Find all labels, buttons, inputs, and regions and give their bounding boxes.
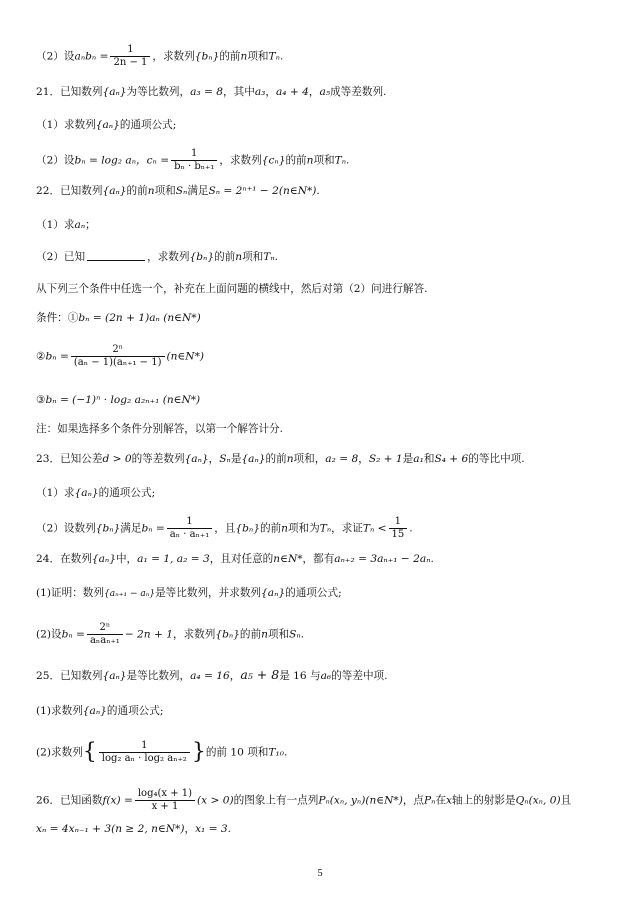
fraction-denominator: aₙaₙ₊₁ bbox=[89, 635, 120, 646]
math: {bₙ} bbox=[215, 628, 240, 641]
math: {bₙ} bbox=[95, 522, 121, 535]
fraction-numerator: 2ⁿ bbox=[71, 344, 165, 357]
right-brace-icon: } bbox=[191, 739, 206, 765]
text: （2）已知 bbox=[36, 251, 86, 263]
text: 项和为 bbox=[287, 522, 320, 535]
question-24-part2 bbox=[36, 622, 620, 647]
math: {aₙ} bbox=[102, 185, 127, 197]
text: 且 bbox=[560, 794, 572, 807]
line-q20-part2 bbox=[36, 44, 620, 69]
math: ，cₙ = bbox=[136, 154, 170, 167]
text: ，且对任意的 bbox=[209, 553, 274, 565]
math: aₙ₊₂ = 3aₙ₊₁ − 2aₙ bbox=[334, 553, 431, 565]
page-number: 5 bbox=[317, 868, 323, 879]
text: ， bbox=[208, 453, 220, 465]
math: a₃ bbox=[254, 86, 266, 98]
question-23 bbox=[36, 452, 620, 466]
text: 的前 bbox=[259, 522, 282, 535]
math: (n∈N*). bbox=[278, 185, 320, 197]
fraction bbox=[110, 44, 150, 69]
note: 注：如果选择多个条件分别解答，以第一个解答计分. bbox=[36, 423, 284, 435]
math: a₅ + 8 bbox=[240, 667, 280, 682]
text: ③ bbox=[36, 394, 46, 406]
text: 在 bbox=[435, 794, 447, 807]
math: Pₙ bbox=[424, 794, 436, 807]
question-25-part2 bbox=[36, 740, 620, 765]
text: 项和 bbox=[313, 154, 335, 167]
fraction-numerator: 1 bbox=[110, 44, 150, 57]
fraction-numerator: 1 bbox=[171, 148, 217, 161]
text: 是等比数列，并求数列 bbox=[155, 587, 262, 599]
question-22-part2 bbox=[36, 250, 620, 264]
text: . bbox=[409, 522, 413, 535]
question-21 bbox=[36, 85, 620, 99]
text: 的前 bbox=[285, 154, 307, 167]
question-26-cont bbox=[36, 822, 620, 836]
math: − 2n + 1 bbox=[124, 628, 173, 641]
math: bₙ = (2n + 1)aₙ (n∈N*) bbox=[78, 312, 201, 324]
math: aₙ bbox=[74, 219, 86, 231]
text: ，求数列 bbox=[219, 154, 262, 167]
math: S₄ + 6 bbox=[434, 453, 469, 465]
question-23-part1 bbox=[36, 486, 620, 500]
math: Qₙ(xₙ, 0) bbox=[515, 794, 561, 807]
fill-in-blank[interactable] bbox=[87, 250, 145, 261]
math: {cₙ} bbox=[261, 154, 286, 167]
text: 的通项公式; bbox=[98, 487, 156, 499]
math: {aₙ₊₁ − aₙ} bbox=[103, 589, 156, 599]
question-22 bbox=[36, 184, 620, 198]
text: 是等比数列， bbox=[126, 670, 191, 682]
fraction-denominator: bₙ · bₙ₊₁ bbox=[174, 161, 215, 172]
text: ， bbox=[265, 86, 276, 98]
text: 25．已知数列 bbox=[36, 670, 103, 682]
question-23-part2 bbox=[36, 516, 620, 541]
math: {aₙ} bbox=[241, 453, 266, 465]
text: (1)证明：数列 bbox=[36, 587, 104, 599]
text: 的前 bbox=[214, 251, 236, 263]
math: x bbox=[446, 794, 453, 807]
fraction-denominator: 15 bbox=[391, 529, 405, 540]
fraction-numerator: 1 bbox=[167, 516, 212, 529]
math: {aₙ} bbox=[91, 553, 116, 565]
fraction-numerator: 1 bbox=[99, 740, 190, 753]
math: a₃ = 8 bbox=[190, 86, 224, 98]
question-21-part2 bbox=[36, 148, 620, 173]
text: ； bbox=[85, 219, 96, 231]
text: . bbox=[430, 553, 434, 565]
text: 轴上的射影是 bbox=[452, 794, 516, 807]
math: Sₙ. bbox=[289, 628, 305, 641]
text: ，都有 bbox=[302, 553, 335, 565]
text: 24．在数列 bbox=[36, 553, 92, 565]
text: 的等差数列 bbox=[131, 453, 185, 465]
text: 的前 10 项和 bbox=[205, 746, 269, 759]
text: 的前 bbox=[239, 628, 262, 641]
math: Pₙ(xₙ, yₙ)(n∈N*) bbox=[318, 794, 403, 807]
question-22-part1 bbox=[36, 218, 620, 232]
math: aₙbₙ = bbox=[74, 50, 109, 63]
math: {bₙ} bbox=[194, 50, 220, 63]
text: 的前 bbox=[265, 453, 287, 465]
text: 的通项公式; bbox=[285, 587, 342, 599]
math: {aₙ} bbox=[102, 670, 127, 682]
math: f(x) = bbox=[102, 794, 133, 807]
text: ，求数列 bbox=[172, 628, 216, 641]
condition-1 bbox=[36, 311, 620, 325]
text: 项和 bbox=[247, 50, 269, 63]
math: n bbox=[281, 522, 288, 535]
math: xₙ = 4xₙ₋₁ + 3(n ≥ 2, n∈N*) bbox=[36, 823, 185, 835]
text: 项和 bbox=[154, 185, 176, 197]
text: 条件：① bbox=[36, 312, 79, 324]
math: {aₙ} bbox=[261, 587, 286, 599]
text: 22．已知数列 bbox=[36, 185, 103, 197]
text: ，求数列 bbox=[152, 50, 195, 63]
fraction bbox=[167, 516, 212, 541]
math: Sₙ = 2ⁿ⁺¹ − 2 bbox=[208, 185, 279, 197]
fraction bbox=[71, 344, 165, 369]
math: Sₙ bbox=[175, 185, 188, 197]
text: 满足 bbox=[120, 522, 142, 535]
text: （1）求 bbox=[36, 487, 75, 499]
text: ， bbox=[229, 670, 241, 682]
text: . bbox=[227, 823, 232, 835]
math: bₙ = bbox=[45, 350, 69, 363]
text: 满足 bbox=[187, 185, 209, 197]
text: 是 bbox=[402, 453, 414, 465]
text: 的图象上有一点列 bbox=[233, 794, 319, 807]
math: n∈N* bbox=[273, 553, 303, 565]
math: {bₙ} bbox=[189, 251, 215, 263]
text: 21．已知数列 bbox=[36, 86, 103, 98]
fraction bbox=[99, 740, 190, 765]
left-brace-icon: { bbox=[82, 739, 97, 765]
math: Tₙ < bbox=[362, 522, 387, 535]
text: ，点 bbox=[402, 794, 425, 807]
math: a₄ + 4 bbox=[275, 86, 309, 98]
math: a₁ = 1, a₂ = 3 bbox=[137, 553, 210, 565]
fraction bbox=[87, 622, 123, 647]
math: Tₙ. bbox=[268, 50, 284, 63]
fraction-denominator: x + 1 bbox=[151, 801, 179, 812]
math: a₆ bbox=[320, 670, 332, 682]
fraction-numerator: 1 bbox=[389, 516, 408, 529]
text: （2）设 bbox=[36, 50, 75, 63]
text: (2)设 bbox=[36, 628, 62, 641]
math: bₙ = bbox=[61, 628, 85, 641]
text: ， bbox=[308, 86, 320, 98]
text: ，其中 bbox=[223, 86, 255, 98]
text: ，且 bbox=[214, 522, 236, 535]
math: {bₙ} bbox=[235, 522, 260, 535]
text: （1）求 bbox=[36, 219, 75, 231]
text: 的前 bbox=[126, 185, 148, 197]
math: {aₙ} bbox=[102, 86, 127, 98]
math: Tₙ. bbox=[263, 251, 278, 263]
text: 的通项公式; bbox=[106, 705, 164, 717]
fraction-denominator: aₙ · aₙ₊₁ bbox=[169, 529, 210, 540]
text: 项和， bbox=[293, 453, 326, 465]
text: 的等比中项. bbox=[468, 453, 525, 465]
math: T₁₀. bbox=[268, 746, 288, 759]
text: 的前 bbox=[219, 50, 241, 63]
text: 是 bbox=[230, 453, 242, 465]
math: x₁ = 3 bbox=[195, 823, 228, 835]
fraction-denominator: 2n − 1 bbox=[113, 57, 148, 68]
math: n bbox=[286, 453, 294, 465]
text: 成等差数列. bbox=[330, 86, 387, 98]
text: 和 bbox=[423, 453, 435, 465]
math: bₙ = log₂ aₙ bbox=[74, 154, 136, 167]
instruction: 从下列三个条件中任选一个，补充在上面问题的横线中，然后对第（2）问进行解答. bbox=[36, 283, 428, 295]
fraction bbox=[171, 148, 217, 173]
math: a₁ bbox=[413, 453, 424, 465]
math: n bbox=[147, 185, 155, 197]
question-26 bbox=[36, 788, 620, 813]
text: 的等差中项. bbox=[331, 670, 388, 682]
text: ，求证 bbox=[331, 522, 363, 535]
fraction bbox=[135, 788, 195, 813]
text: ② bbox=[36, 350, 46, 363]
text: 中， bbox=[115, 553, 138, 565]
math: Sₙ bbox=[219, 453, 231, 465]
math: {aₙ} bbox=[184, 453, 209, 465]
question-24 bbox=[36, 552, 620, 566]
fraction bbox=[389, 516, 408, 541]
math: bₙ = (−1)ⁿ · log₂ a₂ₙ₊₁ (n∈N*) bbox=[45, 394, 201, 406]
condition-2 bbox=[36, 344, 620, 369]
math: n bbox=[261, 628, 268, 641]
text: 23．已知公差 bbox=[36, 453, 103, 465]
math: (x > 0) bbox=[197, 794, 234, 807]
math: {aₙ} bbox=[82, 705, 107, 717]
text: （2）设 bbox=[36, 154, 75, 167]
question-25 bbox=[36, 668, 620, 683]
math: a₄ = 16 bbox=[190, 670, 230, 682]
text: ， bbox=[184, 823, 196, 835]
fraction-denominator: log₂ aₙ · log₂ aₙ₊₂ bbox=[101, 753, 187, 764]
text: （2）设数列 bbox=[36, 522, 96, 535]
fraction-numerator: 2ⁿ bbox=[87, 622, 123, 635]
math: Tₙ. bbox=[334, 154, 350, 167]
question-24-part1 bbox=[36, 586, 620, 601]
math: {aₙ} bbox=[95, 119, 120, 131]
text: ， bbox=[358, 453, 369, 465]
math: {aₙ} bbox=[74, 487, 99, 499]
condition-3 bbox=[36, 393, 620, 407]
text: （1）求数列 bbox=[36, 119, 96, 131]
question-25-part1 bbox=[36, 704, 620, 718]
question-21-part1 bbox=[36, 118, 620, 132]
math: n bbox=[240, 50, 248, 63]
text: (1)求数列 bbox=[36, 705, 83, 717]
math: d > 0 bbox=[102, 453, 132, 465]
text: 为等比数列， bbox=[126, 86, 191, 98]
text: ，求数列 bbox=[147, 251, 190, 263]
text: 项和 bbox=[267, 628, 290, 641]
text: 26．已知函数 bbox=[36, 794, 103, 807]
math: n bbox=[235, 251, 243, 263]
math: a₅ bbox=[319, 86, 331, 98]
fraction-denominator: (aₙ − 1)(aₙ₊₁ − 1) bbox=[73, 357, 162, 368]
text: 项和 bbox=[242, 251, 264, 263]
math: a₂ = 8 bbox=[325, 453, 359, 465]
math: (n∈N*) bbox=[166, 350, 204, 363]
math: S₂ + 1 bbox=[368, 453, 403, 465]
math: bₙ = bbox=[141, 522, 165, 535]
text: 的通项公式; bbox=[119, 119, 177, 131]
math: n bbox=[306, 154, 314, 167]
text: (2)求数列 bbox=[36, 746, 83, 759]
fraction-numerator: log₄(x + 1) bbox=[135, 788, 195, 801]
math: Tₙ bbox=[319, 522, 332, 535]
text: 是 16 与 bbox=[279, 670, 321, 682]
